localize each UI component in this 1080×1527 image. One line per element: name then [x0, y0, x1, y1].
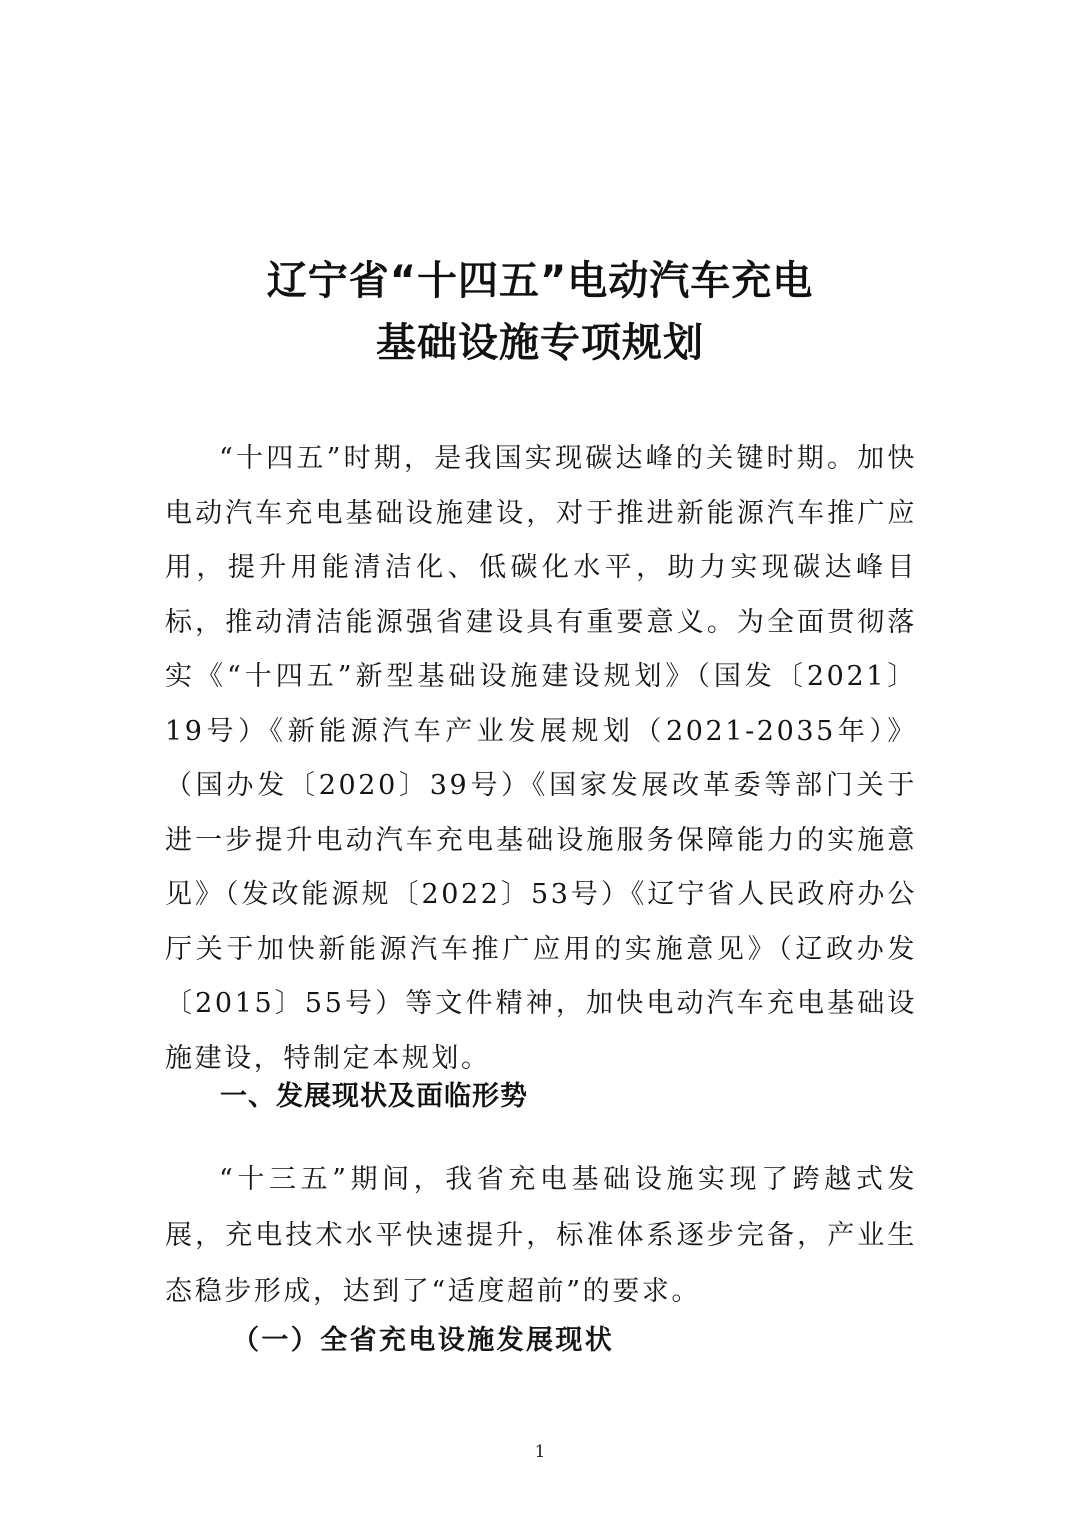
- intro-paragraph: “十四五”时期，是我国实现碳达峰的关键时期。加快电动汽车充电基础设施建设，对于推进新能源汽车推广应用，提升用能清洁化、低碳化水平，助力实现碳达峰目标，推动清洁能源强省建设具有重要意义。为全面贯彻落实《“十四五”新型基础设施建设规划》（国发〔2021〕19号）《新能源汽车产业发展规划（2021-2035年）》（国办发〔2020〕39号）《国家发展改革委等部门关于进一步提升电动汽车充电基础设施服务保障能力的实施意见》（发改能源规〔2022〕53号）《辽宁省人民政府办公厅关于加快新能源汽车推广应用的实施意见》（辽政办发〔2015〕55号）等文件精神，加快电动汽车充电基础设施建设，特制定本规划。: [165, 443, 917, 1074]
- section-heading: 一、发展现状及面临形势: [220, 1081, 528, 1112]
- title-line-2: 基础设施专项规划: [376, 320, 704, 366]
- page-number: 1: [534, 1442, 546, 1462]
- title-line-1: 辽宁省“十四五”电动汽车充电: [266, 258, 814, 304]
- section-paragraph: “十三五”期间，我省充电基础设施实现了跨越式发展，充电技术水平快速提升，标准体系逐步完备，产业生态稳步形成，达到了“适度超前”的要求。: [165, 1164, 917, 1307]
- document-title: [0, 250, 1080, 374]
- subsection-heading: （一）全省充电设施发展现状: [232, 1325, 615, 1356]
